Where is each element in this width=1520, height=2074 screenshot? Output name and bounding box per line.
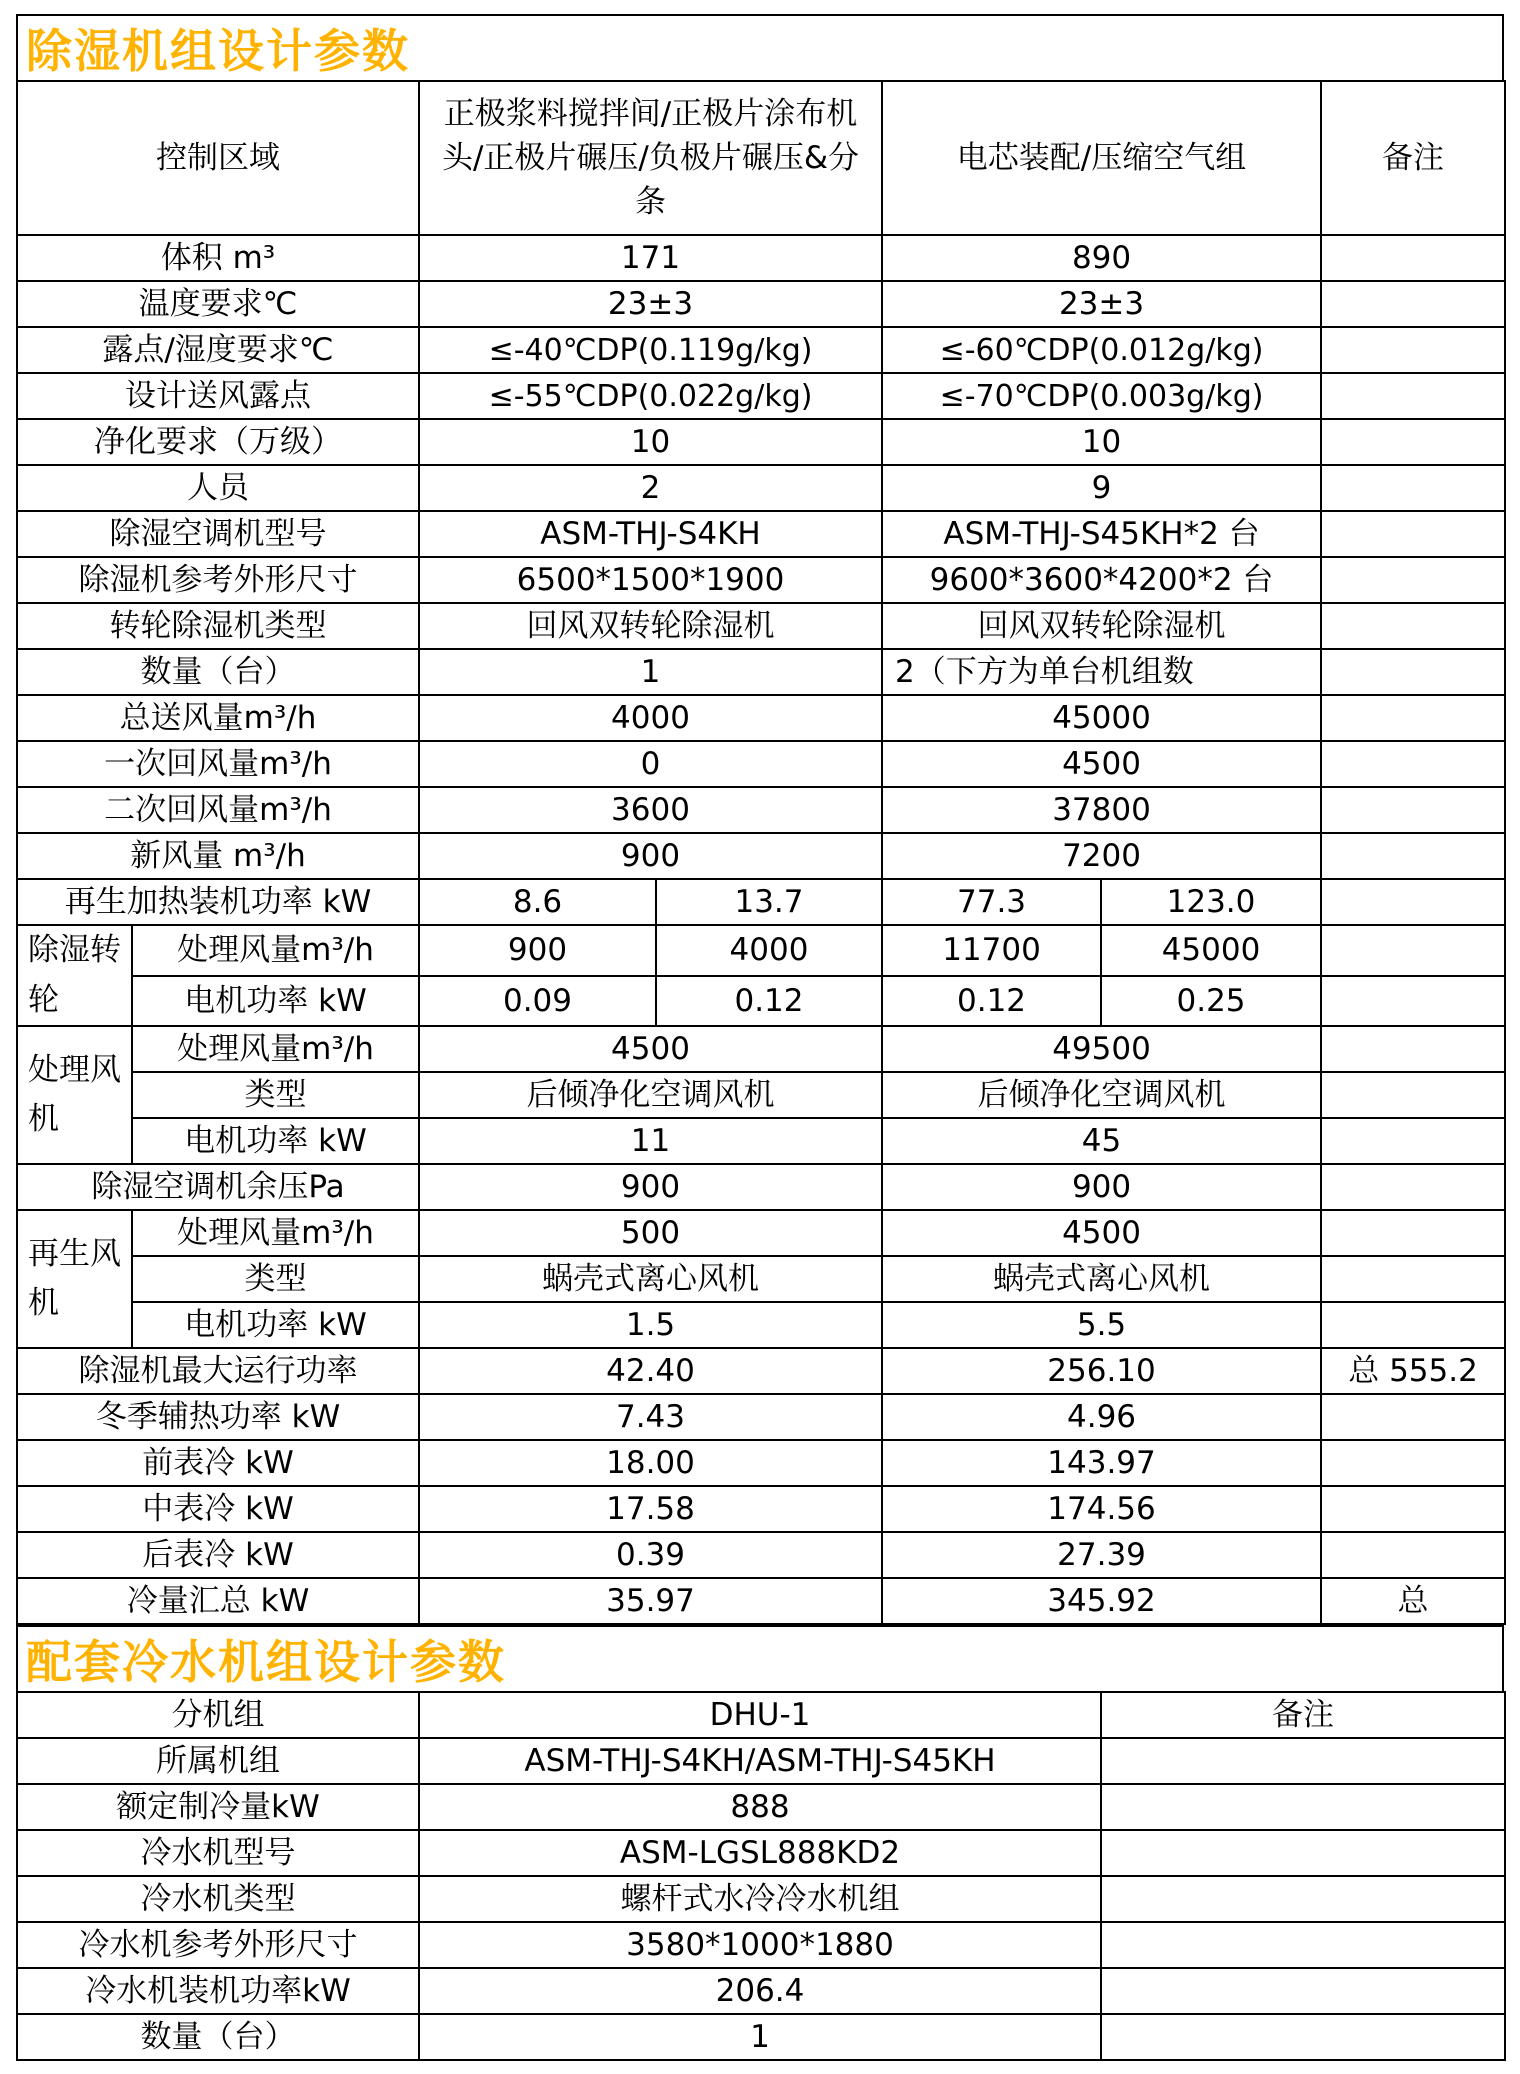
cell-remark [1321, 741, 1505, 787]
dehumidifier-section-title: 除湿机组设计参数 [16, 14, 1504, 80]
row-label: 体积 m³ [17, 235, 419, 281]
cell-remark [1321, 976, 1505, 1027]
cell-value: 6500*1500*1900 [419, 557, 882, 603]
cell-value: 2 [419, 465, 882, 511]
group-label-process-fan: 处理风机 [17, 1026, 132, 1164]
row-label: 温度要求℃ [17, 281, 419, 327]
cell-value: ≤-40℃DP(0.119g/kg) [419, 327, 882, 373]
dehumidifier-table [16, 80, 1506, 1625]
cell-value: 0.39 [419, 1532, 882, 1578]
cell-remark [1321, 1072, 1505, 1118]
cell-remark [1101, 1876, 1505, 1922]
cell-value: 27.39 [882, 1532, 1321, 1578]
header-row [17, 81, 1505, 235]
cell-remark [1321, 1164, 1505, 1210]
row-label: 冷水机型号 [17, 1830, 419, 1876]
cell-remark: 备注 [1101, 1692, 1505, 1738]
row-label: 冷量汇总 kW [17, 1578, 419, 1624]
cell-remark: 总 [1321, 1578, 1505, 1624]
group-label-wheel: 除湿转轮 [17, 925, 132, 1026]
cell-value: 4500 [882, 741, 1321, 787]
table-row [17, 557, 1505, 603]
row-label: 后表冷 kW [17, 1532, 419, 1578]
row-label: 电机功率 kW [132, 1118, 419, 1164]
cell-value: 1 [419, 649, 882, 695]
cell-value: 11700 [882, 925, 1101, 976]
cell-value: 2（下方为单台机组数 [882, 649, 1321, 695]
cell-value: 256.10 [882, 1348, 1321, 1394]
row-label: 处理风量m³/h [132, 1210, 419, 1256]
row-label: 额定制冷量kW [17, 1784, 419, 1830]
cell-value: 4000 [419, 695, 882, 741]
cell-value: ≤-55℃DP(0.022g/kg) [419, 373, 882, 419]
cell-remark [1321, 603, 1505, 649]
row-label: 类型 [132, 1072, 419, 1118]
table-row [17, 1738, 1505, 1784]
table-row [17, 1348, 1505, 1394]
cell-value: 890 [882, 235, 1321, 281]
cell-value: ≤-70℃DP(0.003g/kg) [882, 373, 1321, 419]
cell-remark [1321, 1210, 1505, 1256]
table-row [17, 1256, 1505, 1302]
cell-value: 45000 [882, 695, 1321, 741]
cell-value: 17.58 [419, 1486, 882, 1532]
table-row [17, 1118, 1505, 1164]
row-label: 一次回风量m³/h [17, 741, 419, 787]
cell-value: 回风双转轮除湿机 [419, 603, 882, 649]
cell-value: 35.97 [419, 1578, 882, 1624]
cell-value: 174.56 [882, 1486, 1321, 1532]
cell-remark [1321, 511, 1505, 557]
table-row [17, 1164, 1505, 1210]
cell-remark [1321, 327, 1505, 373]
cell-value: 螺杆式水冷冷水机组 [419, 1876, 1101, 1922]
cell-value: 23±3 [882, 281, 1321, 327]
cell-value: 143.97 [882, 1440, 1321, 1486]
cell-remark [1101, 1738, 1505, 1784]
group-label-regen-fan: 再生风机 [17, 1210, 132, 1348]
cell-value: 23±3 [419, 281, 882, 327]
table-row [17, 1578, 1505, 1624]
cell-value: ASM-THJ-S4KH/ASM-THJ-S45KH [419, 1738, 1101, 1784]
row-label: 新风量 m³/h [17, 833, 419, 879]
row-label: 所属机组 [17, 1738, 419, 1784]
header-col1: 正极浆料搅拌间/正极片涂布机头/正极片碾压/负极片碾压&分条 [419, 81, 882, 235]
cell-value: 900 [419, 1164, 882, 1210]
cell-value: 4500 [882, 1210, 1321, 1256]
row-label: 二次回风量m³/h [17, 787, 419, 833]
cell-remark [1321, 281, 1505, 327]
row-label: 人员 [17, 465, 419, 511]
cell-value: 45 [882, 1118, 1321, 1164]
table-row [17, 741, 1505, 787]
cell-value: 3600 [419, 787, 882, 833]
cell-remark [1101, 1968, 1505, 2014]
table-row [17, 1876, 1505, 1922]
table-row [17, 1026, 1505, 1072]
table-row [17, 1968, 1505, 2014]
cell-value: ASM-THJ-S45KH*2 台 [882, 511, 1321, 557]
cell-value: 11 [419, 1118, 882, 1164]
table-row [17, 787, 1505, 833]
row-label: 数量（台） [17, 2014, 419, 2060]
cell-value: 4000 [656, 925, 882, 976]
row-label: 净化要求（万级） [17, 419, 419, 465]
cell-remark [1321, 1440, 1505, 1486]
row-label: 除湿机参考外形尺寸 [17, 557, 419, 603]
cell-value: 77.3 [882, 879, 1101, 925]
table-row [17, 327, 1505, 373]
cell-value: 0.12 [656, 976, 882, 1027]
cell-value: 900 [419, 833, 882, 879]
table-row [17, 235, 1505, 281]
cell-value: 0.12 [882, 976, 1101, 1027]
cell-value: DHU-1 [419, 1692, 1101, 1738]
cell-remark [1321, 1256, 1505, 1302]
cell-value: 7200 [882, 833, 1321, 879]
cell-value: 42.40 [419, 1348, 882, 1394]
row-label: 冷水机类型 [17, 1876, 419, 1922]
table-row [17, 1692, 1505, 1738]
cell-remark [1321, 465, 1505, 511]
row-label: 前表冷 kW [17, 1440, 419, 1486]
row-label: 除湿空调机型号 [17, 511, 419, 557]
cell-remark [1321, 373, 1505, 419]
row-label: 处理风量m³/h [132, 925, 419, 976]
cell-remark [1321, 879, 1505, 925]
cell-value: 900 [882, 1164, 1321, 1210]
cell-remark [1321, 1026, 1505, 1072]
row-label: 类型 [132, 1256, 419, 1302]
cell-value: 500 [419, 1210, 882, 1256]
cell-remark [1321, 695, 1505, 741]
cell-value: 4500 [419, 1026, 882, 1072]
cell-remark [1101, 2014, 1505, 2060]
row-label: 设计送风露点 [17, 373, 419, 419]
cell-value: 13.7 [656, 879, 882, 925]
table-row [17, 1302, 1505, 1348]
row-label: 除湿机最大运行功率 [17, 1348, 419, 1394]
cell-value: 8.6 [419, 879, 656, 925]
table-row [17, 976, 1505, 1027]
table-row [17, 419, 1505, 465]
cell-value: 171 [419, 235, 882, 281]
cell-value: 206.4 [419, 1968, 1101, 2014]
row-label: 电机功率 kW [132, 1302, 419, 1348]
table-row [17, 603, 1505, 649]
header-remark: 备注 [1321, 81, 1505, 235]
cell-value: 49500 [882, 1026, 1321, 1072]
cell-value: 蜗壳式离心风机 [419, 1256, 882, 1302]
table-row [17, 1210, 1505, 1256]
cell-value: 900 [419, 925, 656, 976]
table-row [17, 695, 1505, 741]
cell-value: 蜗壳式离心风机 [882, 1256, 1321, 1302]
cell-value: 回风双转轮除湿机 [882, 603, 1321, 649]
cell-value: ≤-60℃DP(0.012g/kg) [882, 327, 1321, 373]
cell-value: 后倾净化空调风机 [882, 1072, 1321, 1118]
cell-remark [1101, 1784, 1505, 1830]
row-label: 除湿空调机余压Pa [17, 1164, 419, 1210]
row-label: 处理风量m³/h [132, 1026, 419, 1072]
cell-value: 0.09 [419, 976, 656, 1027]
cell-value: 9 [882, 465, 1321, 511]
cell-remark [1321, 557, 1505, 603]
row-label: 冷水机参考外形尺寸 [17, 1922, 419, 1968]
chiller-table [16, 1691, 1506, 2061]
table-row [17, 833, 1505, 879]
row-label: 冷水机装机功率kW [17, 1968, 419, 2014]
cell-value: 9600*3600*4200*2 台 [882, 557, 1321, 603]
cell-value: 888 [419, 1784, 1101, 1830]
cell-value: 5.5 [882, 1302, 1321, 1348]
cell-remark [1321, 1486, 1505, 1532]
cell-remark [1321, 1118, 1505, 1164]
spec-sheet [16, 14, 1504, 2068]
cell-remark [1101, 1922, 1505, 1968]
cell-remark [1321, 787, 1505, 833]
row-label: 总送风量m³/h [17, 695, 419, 741]
cell-remark: 总 555.2 [1321, 1348, 1505, 1394]
row-label: 数量（台） [17, 649, 419, 695]
cell-remark [1321, 925, 1505, 976]
row-label: 露点/湿度要求℃ [17, 327, 419, 373]
row-label: 再生加热装机功率 kW [17, 879, 419, 925]
cell-value: 3580*1000*1880 [419, 1922, 1101, 1968]
cell-value: 后倾净化空调风机 [419, 1072, 882, 1118]
cell-remark [1321, 833, 1505, 879]
row-label: 冬季辅热功率 kW [17, 1394, 419, 1440]
cell-value: 123.0 [1101, 879, 1321, 925]
row-label: 中表冷 kW [17, 1486, 419, 1532]
cell-remark [1321, 649, 1505, 695]
table-row [17, 1922, 1505, 1968]
cell-remark [1101, 1830, 1505, 1876]
cell-value: 37800 [882, 787, 1321, 833]
cell-value: 1 [419, 2014, 1101, 2060]
cell-value: 18.00 [419, 1440, 882, 1486]
cell-value: 345.92 [882, 1578, 1321, 1624]
table-row [17, 281, 1505, 327]
chiller-section-title: 配套冷水机组设计参数 [16, 1625, 1504, 1691]
cell-value: ASM-LGSL888KD2 [419, 1830, 1101, 1876]
cell-value: 0.25 [1101, 976, 1321, 1027]
table-row [17, 1394, 1505, 1440]
cell-remark [1321, 1302, 1505, 1348]
table-row [17, 879, 1505, 925]
cell-value: 7.43 [419, 1394, 882, 1440]
table-row [17, 1784, 1505, 1830]
cell-remark [1321, 419, 1505, 465]
header-col2: 电芯装配/压缩空气组 [882, 81, 1321, 235]
table-row [17, 1486, 1505, 1532]
cell-remark [1321, 235, 1505, 281]
cell-value: 1.5 [419, 1302, 882, 1348]
table-row [17, 925, 1505, 976]
table-row [17, 649, 1505, 695]
cell-remark [1321, 1532, 1505, 1578]
cell-value: ASM-THJ-S4KH [419, 511, 882, 557]
cell-value: 4.96 [882, 1394, 1321, 1440]
table-row [17, 1532, 1505, 1578]
table-row [17, 1440, 1505, 1486]
row-label: 分机组 [17, 1692, 419, 1738]
header-area: 控制区域 [17, 81, 419, 235]
table-row [17, 1072, 1505, 1118]
cell-value: 10 [419, 419, 882, 465]
cell-value: 0 [419, 741, 882, 787]
cell-value: 10 [882, 419, 1321, 465]
row-label: 电机功率 kW [132, 976, 419, 1027]
table-row [17, 1830, 1505, 1876]
row-label: 转轮除湿机类型 [17, 603, 419, 649]
table-row [17, 373, 1505, 419]
cell-remark [1321, 1394, 1505, 1440]
table-row [17, 2014, 1505, 2060]
table-row [17, 511, 1505, 557]
cell-value: 45000 [1101, 925, 1321, 976]
table-row [17, 465, 1505, 511]
